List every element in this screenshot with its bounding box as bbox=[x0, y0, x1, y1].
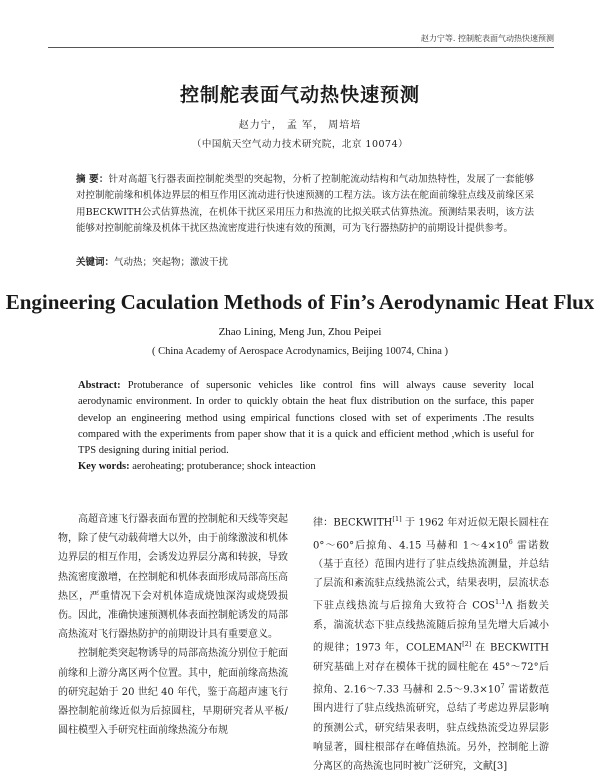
english-abstract-label: Abstract: bbox=[78, 380, 121, 391]
english-abstract-text: Protuberance of supersonic vehicles like control fins will always cause severity local aerodynamic environment. In order to quickly obtain the heat flux distribution on the surface, this paper develop an engineering method using empirical functions closed with set of experiments .The results compared with the experiments from paper show that it is a quick and efficient method ,which is useful for TPS designing during initial period. bbox=[78, 380, 535, 457]
english-affiliation: ( China Academy of Aerospace Acrodynamics, Beijing 10074, China ) bbox=[152, 346, 448, 357]
chinese-abstract-text: 针对高超飞行器表面控制舵类型的突起物，分析了控制舵流动结构和气动加热特性，发展了一套能够对控制舵前缘和机体边界层的相互作用区流动进行快速预测的工程方法。该方法在舵面前缘驻点线及前缘区采用BECKWITH公式估算热流，在机体干扰区采用压力和热流的比拟关联式估算热流。预测结果表明，该方法能够对控制舵前缘及机体干扰区热流密度进行快速有效的预测，可为飞行器热防护的前期设计提供参考。 bbox=[76, 174, 534, 235]
body-text: 在 BECKWITH 研究基础上对存在模体干扰的圆柱舵在 45°～72°后掠角、2.16～7.33 马赫和 2.5～9.3×10 bbox=[313, 642, 549, 696]
body-paragraph bbox=[313, 510, 549, 776]
body-paragraph: 高超音速飞行器表面布置的控制舵和天线等突起物，除了使气动载荷增大以外，由于前缘激波和机体边界层的相互作用，会诱发边界层分离和转捩，导致热流密度激增，在控制舵和机体表面形成局部高压高热区，严重情况下会对机体造成烧蚀深沟或烧毁损伤。因此，准确快速预测机体表面控制舵诱发的局部高热流对飞行器热防护的前期设计具有重要意义。 bbox=[58, 514, 288, 641]
chinese-title: 控制舵表面气动热快速预测 bbox=[179, 84, 420, 106]
exponent: 6 bbox=[508, 537, 513, 546]
citation: [1] bbox=[392, 515, 402, 523]
body-paragraph: 控制舵类突起物诱导的局部高热流分别位于舵面前缘和上游分离区两个位置。其中，舵面前缘高热流的研究起始于 20 世纪 40 年代，鉴于高超声速飞行器控制舵前缘近似为后掠圆柱，早期研究者从平板/圆柱模型入手研究柱面前缘热流分布规 bbox=[58, 648, 288, 737]
running-head: 赵力宁等. 控制舵表面气动热快速预测 bbox=[420, 34, 554, 43]
chinese-keywords bbox=[76, 254, 534, 268]
body-text: 雷诺数范围内进行了驻点线热流研究，总结了考虑边界层影响的预测公式，研究结果表明，驻点线热流受边界层影响显著，圆柱根部存在峰值热流。另外，控制舵上游分离区的高热流也同时被广泛研究，文献[3] bbox=[313, 684, 549, 773]
english-authors: Zhao Lining, Meng Jun, Zhou Peipei bbox=[218, 326, 382, 338]
body-text: 于 1962 年对近似无限长圆柱在 0°～60°后掠角、4.15 马赫和 1～4×10 bbox=[313, 517, 549, 551]
english-keywords-label: Key words: bbox=[78, 461, 130, 472]
header-rule bbox=[48, 47, 554, 48]
body-text: Λ 指数关系，湍流状态下驻点线热流随后掠角呈先增大后减小的规律；1973 年，COLEMAN bbox=[313, 600, 549, 654]
citation: [2] bbox=[462, 640, 472, 649]
chinese-authors: 赵力宁， 孟 军， 周培培 bbox=[238, 120, 362, 131]
english-abstract bbox=[78, 378, 534, 459]
exponent: 7 bbox=[500, 681, 505, 690]
english-title: Engineering Caculation Methods of Fin’s Aerodynamic Heat Flux bbox=[5, 290, 595, 314]
body-text: 律：BECKWITH bbox=[313, 517, 393, 529]
body-column-left bbox=[58, 510, 288, 740]
body-text: 雷诺数（基于直径）范围内进行了驻点线热流测量，并总结了层流和紊流驻点线热流公式，结果表明，层流状态下驻点线热流与后掠角大致符合 COS bbox=[313, 539, 549, 612]
chinese-abstract-label: 摘 要： bbox=[76, 174, 109, 185]
chinese-keywords-text: 气动热；突起物；激波干扰 bbox=[114, 257, 229, 268]
chinese-keywords-label: 关键词： bbox=[76, 257, 115, 268]
english-keywords bbox=[78, 461, 534, 472]
chinese-affiliation: （中国航天空气动力技术研究院，北京 10074） bbox=[191, 139, 409, 150]
chinese-abstract bbox=[76, 172, 534, 238]
body-column-right bbox=[313, 510, 549, 776]
english-keywords-text: aeroheating; protuberance; shock inteaction bbox=[132, 461, 316, 472]
exponent: 1.1 bbox=[495, 598, 506, 607]
